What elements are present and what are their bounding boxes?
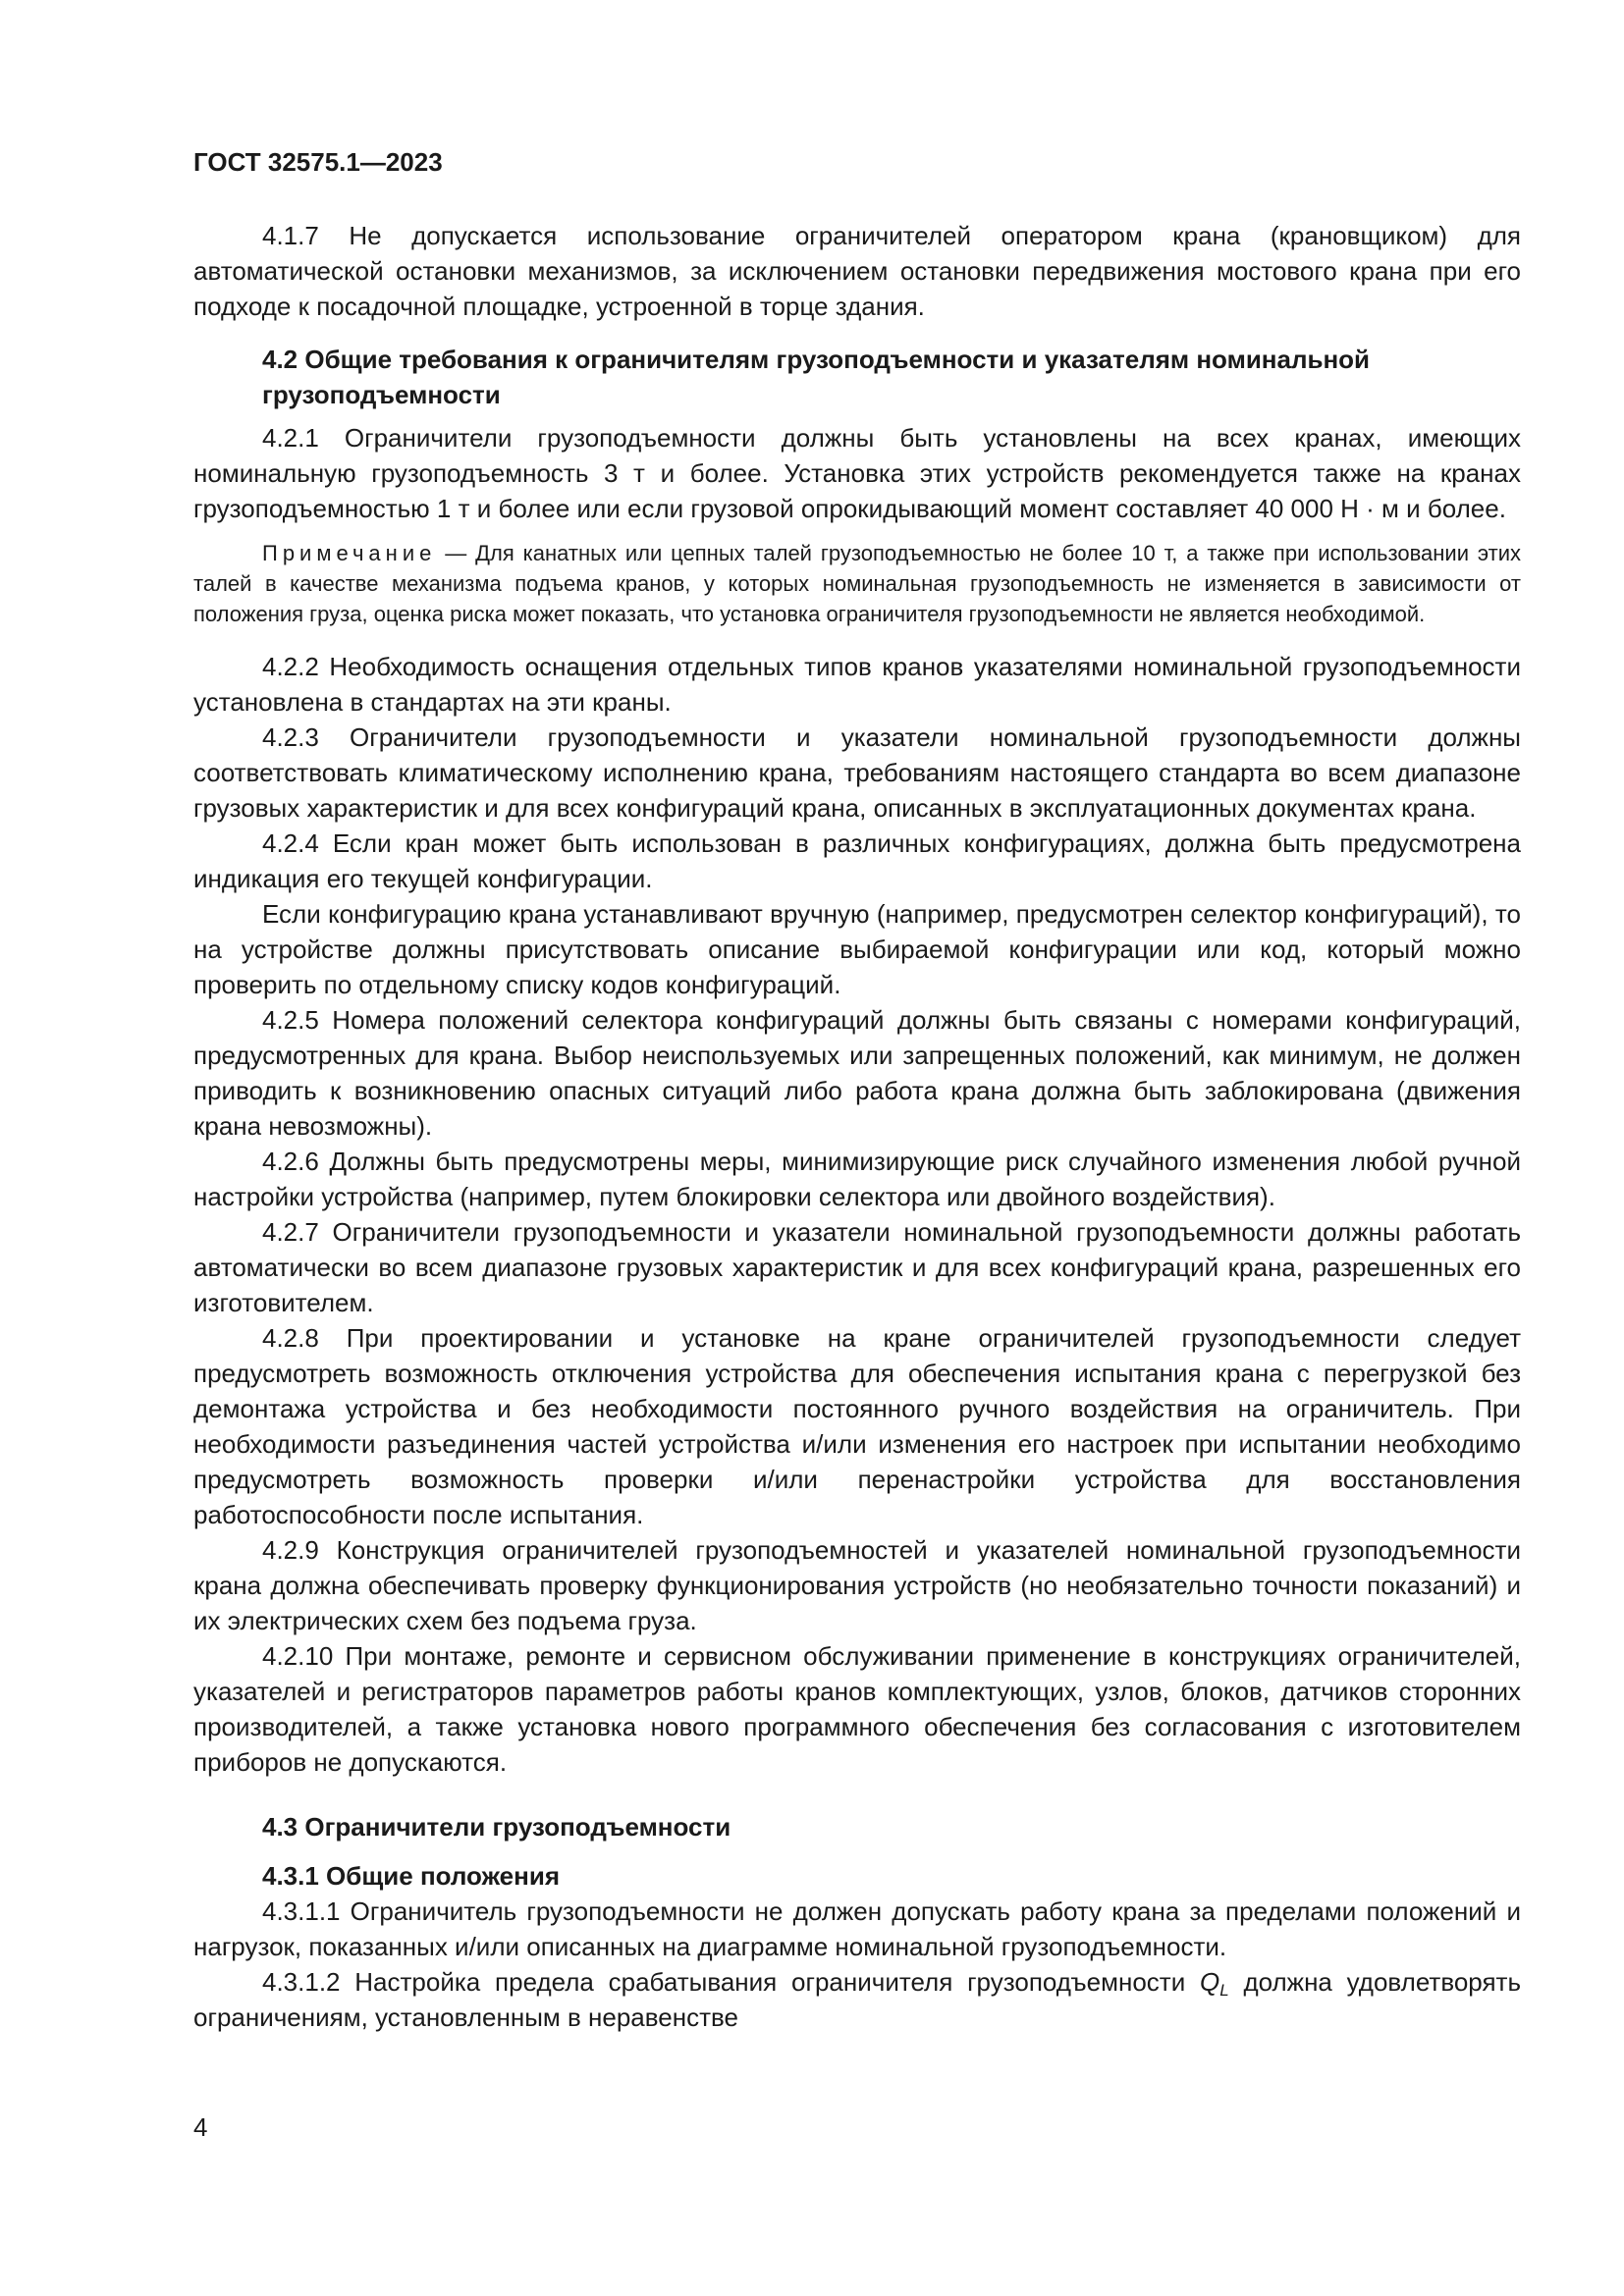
paragraph-4-2-4: 4.2.4 Если кран может быть использован в различных конфигурациях, должна быть предусмотрена индикация его текущей конфигурации. [193, 828, 1521, 893]
paragraph-4-2-8: 4.2.8 При проектировании и установке на кране ограничителей грузоподъемности следует предусмотреть возможность отключения устройства для обеспечения испытания крана с перегрузкой без демонтажа устройства и без необходимости постоянного ручного воздействия на ограничитель. При необходимости разъединения частей устройства и/или изменения его настроек при испытании необходимо предусмотреть возможность проверки и/или перенастройки устройства для восстановления работоспособности после испытания. [193, 1323, 1521, 1529]
symbol-q: Q [1199, 1967, 1220, 1997]
paragraph-4-2-7: 4.2.7 Ограничители грузоподъемности и указатели номинальной грузоподъемности должны работать автоматически во всем диапазоне грузовых характеристик и для всех конфигураций крана, разрешенных его изготовителем. [193, 1217, 1521, 1317]
document-page [193, 147, 1521, 2035]
paragraph-4-2-6: 4.2.6 Должны быть предусмотрены меры, минимизирующие риск случайного изменения любой ручной настройки устройства (например, путем блокировки селектора или двойного воздействия). [193, 1147, 1521, 1211]
paragraph-4-2-3: 4.2.3 Ограничители грузоподъемности и указатели номинальной грузоподъемности должны соответствовать климатическому исполнению крана, требованиям настоящего стандарта во всем диапазоне грузовых характеристик и для всех конфигураций крана, описанных в эксплуатационных документах крана. [193, 722, 1521, 823]
paragraph-4-2-2: 4.2.2 Необходимость оснащения отдельных типов кранов указателями номинальной грузоподъемности установлена в стандартах на эти краны. [193, 652, 1521, 717]
paragraph-4-2-10: 4.2.10 При монтаже, ремонте и сервисном обслуживании применение в конструкциях ограничителей, указателей и регистраторов параметров работы кранов комплектующих, узлов, блоков, датчиков сторонних производителей, а также установка нового программного обеспечения без согласования с изготовителем приборов не допускаются. [193, 1641, 1521, 1777]
paragraph-4-2-1: 4.2.1 Ограничители грузоподъемности должны быть установлены на всех кранах, имеющих номинальную грузоподъемность 3 т и более. Установка этих устройств рекомендуется также на кранах грузоподъемностью 1 т и более или если грузовой опрокидывающий момент составляет 40 000 Н · м и более. [193, 423, 1521, 523]
document-header: ГОСТ 32575.1—2023 [193, 147, 443, 177]
note-label: Примечание [262, 541, 437, 565]
subsection-heading-4-3-1: 4.3.1 Общие положения [262, 1861, 560, 1891]
paragraph-4-3-1-2-start: 4.3.1.2 Настройка предела срабатывания ограничителя грузоподъемности [262, 1967, 1200, 1997]
paragraph-4-2-4-continued: Если конфигурацию крана устанавливают вручную (например, предусмотрен селектор конфигураций), то на устройстве должны присутствовать описание выбираемой конфигурации или код, который можно проверить по отдельному списку кодов конфигураций. [193, 899, 1521, 999]
paragraph-4-3-1-2 [193, 1964, 1521, 2035]
section-heading-4-3: 4.3 Ограничители грузоподъемности [262, 1812, 731, 1842]
page-number: 4 [193, 2112, 208, 2142]
note-text: — Для канатных или цепных талей грузоподъемностью не более 10 т, а также при использовании этих талей в качестве механизма подъема кранов, у которых номинальная грузоподъемность не изменяется в зависимости от положения груза, оценка риска может показать, что установка ограничителя грузоподъемности не является необходимой. [193, 541, 1521, 626]
paragraph-4-1-7: 4.1.7 Не допускается использование ограничителей оператором крана (крановщиком) для автоматической остановки механизмов, за исключением остановки передвижения мостового крана при его подходе к посадочной площадке, устроенной в торце здания. [193, 221, 1521, 321]
section-heading-4-2: 4.2 Общие требования к ограничителям грузоподъемности и указателям номинальной грузоподъемности [262, 345, 1371, 409]
paragraph-4-3-1-1: 4.3.1.1 Ограничитель грузоподъемности не должен допускать работу крана за пределами положений и нагрузок, показанных и/или описанных на диаграмме номинальной грузоподъемности. [193, 1896, 1521, 1961]
paragraph-4-2-5: 4.2.5 Номера положений селектора конфигураций должны быть связаны с номерами конфигураций, предусмотренных для крана. Выбор неиспользуемых или запрещенных положений, как минимум, не должен приводить к возникновению опасных ситуаций либо работа крана должна быть заблокирована (движения крана невозможны). [193, 1005, 1521, 1141]
paragraph-4-3-1-2-end: должна удовлетворять ограничениям, установленным в неравенстве [193, 1967, 1521, 2032]
symbol-q-subscript: L [1219, 1981, 1229, 2000]
paragraph-4-2-9: 4.2.9 Конструкция ограничителей грузоподъемностей и указателей номинальной грузоподъемности крана должна обеспечивать проверку функционирования устройств (но необязательно точности показаний) и их электрических схем без подъема груза. [193, 1535, 1521, 1635]
note [193, 538, 1521, 629]
